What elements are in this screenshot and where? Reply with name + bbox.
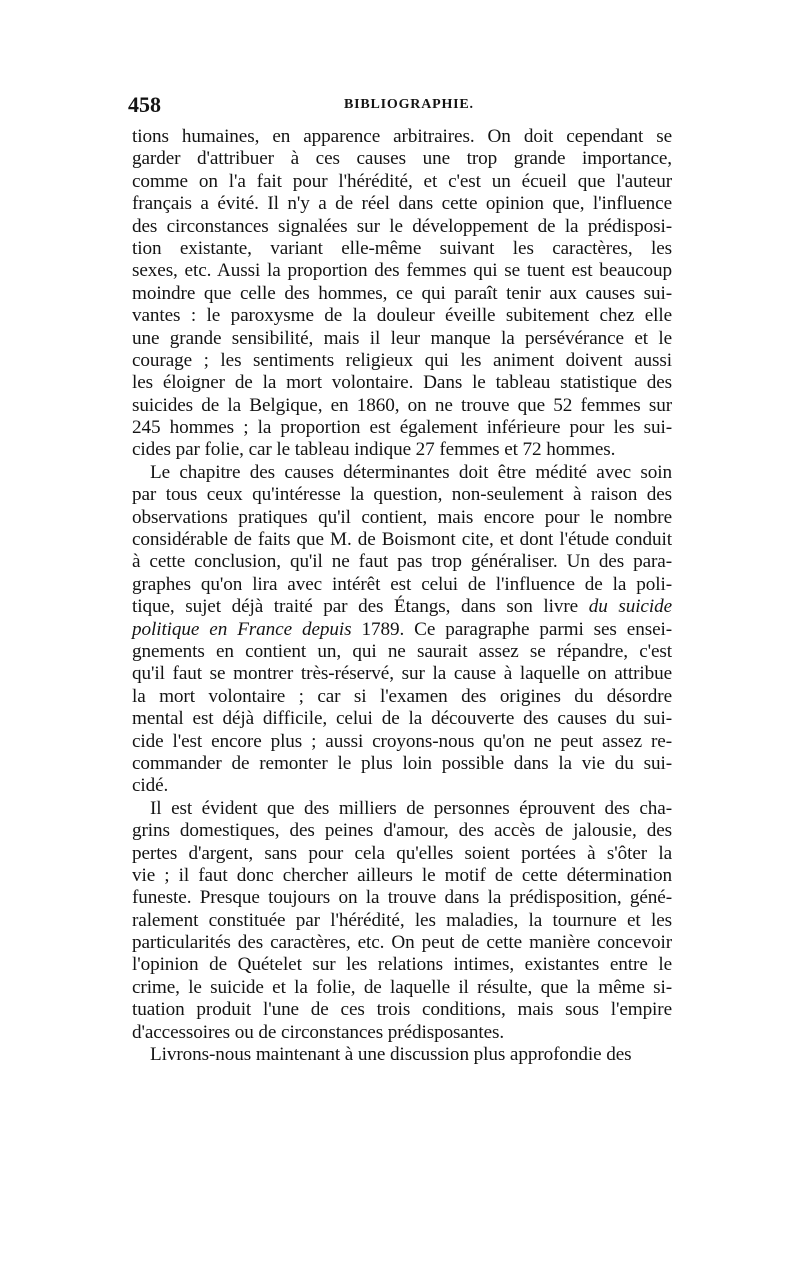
text-line: crime, le suicide et la folie, de laquelle il résulte, que la même si-	[132, 976, 672, 998]
text-line: cidé.	[132, 775, 169, 797]
text-line: vantes : le paroxysme de la douleur éveille subitement chez elle	[132, 305, 672, 327]
text-line: tion existante, variant elle-même suivant les caractères, les	[132, 237, 672, 259]
page-header	[128, 92, 672, 118]
text-line: qu'il faut se montrer très-réservé, sur la cause à laquelle on attribue	[132, 663, 672, 685]
text-line: considérable de faits que M. de Boismont cite, et dont l'étude conduit	[132, 529, 672, 551]
text-line: cide l'est encore plus ; aussi croyons-nous qu'on ne peut assez re-	[132, 730, 672, 752]
text-line: gnements en contient un, qui ne saurait assez se répandre, c'est	[132, 640, 672, 662]
running-head: BIBLIOGRAPHIE.	[344, 97, 474, 112]
paragraph	[132, 462, 672, 798]
text-line: moindre que celle des hommes, ce qui paraît tenir aux causes sui-	[132, 282, 672, 304]
text-line: garder d'attribuer à ces causes une trop grande importance,	[132, 148, 672, 170]
text-line: particularités des caractères, etc. On peut de cette manière concevoir	[132, 932, 672, 954]
text-line: suicides de la Belgique, en 1860, on ne trouve que 52 femmes sur	[132, 394, 672, 416]
text-line: cides par folie, car le tableau indique 27 femmes et 72 hommes.	[132, 439, 616, 461]
text-line: comme on l'a fait pour l'hérédité, et c'est un écueil que l'auteur	[132, 170, 672, 192]
text-line: tique, sujet déjà traité par des Étangs, dans son livre du suicide	[132, 596, 672, 618]
text-line: l'opinion de Quételet sur les relations intimes, existantes entre le	[132, 954, 672, 976]
body-text	[132, 126, 672, 1066]
paragraph	[132, 798, 672, 1044]
text-line: la mort volontaire ; car si l'examen des origines du désordre	[132, 685, 672, 707]
text-line: Livrons-nous maintenant à une discussion plus approfondie des	[150, 1044, 632, 1066]
paragraph	[132, 126, 672, 462]
text-line: à cette conclusion, qu'il ne faut pas trop généraliser. Un des para-	[132, 551, 672, 573]
text-line: des circonstances signalées sur le développement de la prédisposi-	[132, 215, 672, 237]
text-line: mental est déjà difficile, celui de la découverte des causes du sui-	[132, 708, 672, 730]
text-line: une grande sensibilité, mais il leur manque la persévérance et le	[132, 327, 672, 349]
text-line: graphes qu'on lira avec intérêt est celui de l'influence de la poli-	[132, 573, 672, 595]
text-line: par tous ceux qu'intéresse la question, non-seulement à raison des	[132, 484, 672, 506]
text-line: grins domestiques, des peines d'amour, des accès de jalousie, des	[132, 820, 672, 842]
text-line: Il est évident que des milliers de personnes éprouvent des cha-	[150, 797, 672, 819]
paragraph	[132, 1044, 672, 1066]
text-line: commander de remonter le plus loin possible dans la vie du sui-	[132, 752, 672, 774]
text-line: Le chapitre des causes déterminantes doit être médité avec soin	[150, 461, 672, 483]
text-line: courage ; les sentiments religieux qui les animent doivent aussi	[132, 349, 672, 371]
page-number: 458	[128, 92, 161, 117]
text-line: funeste. Presque toujours on la trouve dans la prédisposition, géné-	[132, 887, 672, 909]
text-line: vie ; il faut donc chercher ailleurs le motif de cette détermination	[132, 864, 672, 886]
text-line: ralement constituée par l'hérédité, les maladies, la tournure et les	[132, 909, 672, 931]
italic-title: du suicide	[588, 596, 672, 618]
text-line: tuation produit l'une de ces trois conditions, mais sous l'empire	[132, 999, 672, 1021]
italic-title: politique en France depuis	[132, 618, 352, 640]
text-line: d'accessoires ou de circonstances prédisposantes.	[132, 1021, 505, 1043]
text-line: pertes d'argent, sans pour cela qu'elles soient portées à s'ôter la	[132, 842, 672, 864]
text-line: sexes, etc. Aussi la proportion des femmes qui se tuent est beaucoup	[132, 260, 672, 282]
text-line: français a évité. Il n'y a de réel dans cette opinion que, l'influence	[132, 193, 672, 215]
text-line: politique en France depuis 1789. Ce paragraphe parmi ses ensei-	[132, 618, 672, 640]
text-line: 245 hommes ; la proportion est également inférieure pour les sui-	[132, 417, 672, 439]
text-line: les éloigner de la mort volontaire. Dans le tableau statistique des	[132, 372, 672, 394]
text-line: observations pratiques qu'il contient, mais encore pour le nombre	[132, 506, 672, 528]
text-line: tions humaines, en apparence arbitraires. On doit cependant se	[132, 126, 672, 147]
